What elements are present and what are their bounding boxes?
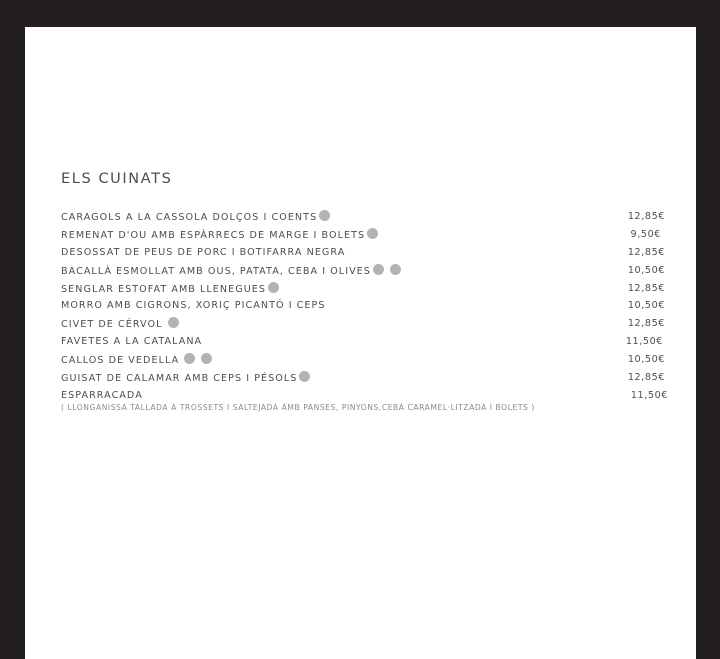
dish-name: FAVETES A LA CATALANA: [61, 336, 203, 348]
dish-name: SENGLAR ESTOFAT AMB LLENEGUES: [61, 282, 279, 296]
dish-price: 12,85€: [627, 372, 665, 384]
dish-price: 12,85€: [627, 282, 665, 294]
menu-item: [61, 353, 665, 371]
menu-page: [25, 27, 696, 659]
menu-list: [61, 210, 668, 412]
dish-name: CALLOS DE VEDELLA: [61, 353, 212, 367]
allergen-icon: [184, 353, 195, 364]
menu-item: [61, 210, 665, 228]
dish-name: MORRO AMB CIGRONS, XORIÇ PICANTÓ I CEPS: [61, 300, 326, 312]
dish-description: ( LLONGANISSA TALLADA A TROSSETS I SALTEJADA AMB PANSES, PINYONS,CEBA CARAMEL·LITZADA I BOLETS ): [61, 402, 535, 412]
dish-name: CARAGOLS A LA CASSOLA DOLÇOS I COENTS: [61, 210, 330, 224]
menu-item: [61, 317, 665, 335]
allergen-icon: [367, 228, 378, 239]
dish-price: 12,85€: [627, 211, 665, 222]
dish-price: 12,85€: [627, 318, 665, 330]
allergen-icon: [168, 317, 179, 328]
dish-name: DESOSSAT DE PEUS DE PORC I BOTIFARRA NEGRA: [61, 246, 346, 258]
menu-item: [61, 371, 665, 389]
menu-item: [61, 389, 668, 412]
dish-name: CIVET DE CÉRVOL: [61, 317, 179, 331]
allergen-icon: [390, 264, 401, 275]
dish-price: 9,50€: [630, 228, 661, 240]
dish-price: 11,50€: [630, 389, 668, 401]
allergen-icon: [319, 210, 330, 221]
dish-price: 12,85€: [627, 246, 665, 258]
section-title: ELS CUINATS: [61, 171, 173, 187]
menu-item: [61, 299, 665, 317]
dish-price: 10,50€: [627, 354, 665, 366]
menu-item: [61, 228, 665, 246]
dish-name: ESPARRACADA: [61, 389, 143, 401]
dish-name: REMENAT D'OU AMB ESPÀRRECS DE MARGE I BOLETS: [61, 228, 378, 242]
menu-item: [61, 282, 665, 300]
dish-price: 11,50€: [625, 336, 663, 348]
allergen-icon: [373, 264, 384, 275]
menu-item: [61, 264, 665, 282]
allergen-icon: [299, 371, 310, 382]
dish-name: GUISAT DE CALAMAR AMB CEPS I PÉSOLS: [61, 371, 310, 385]
dish-price: 10,50€: [627, 264, 665, 276]
dish-price: 10,50€: [627, 300, 665, 312]
allergen-icon: [268, 282, 279, 293]
dish-name: BACALLÀ ESMOLLAT AMB OUS, PATATA, CEBA I OLIVES: [61, 264, 401, 278]
allergen-icon: [201, 353, 212, 364]
menu-item: [61, 335, 665, 353]
menu-item: [61, 246, 665, 264]
